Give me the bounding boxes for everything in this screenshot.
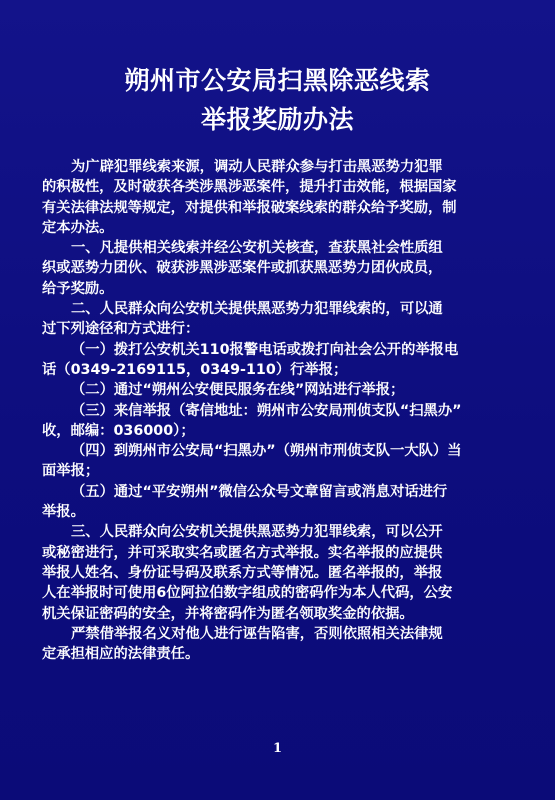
paragraph-line: 有关法律法规等规定，对提供和举报破案线索的群众给予奖励，制 [42, 199, 457, 216]
paragraph-line: 三、人民群众向公安机关提供黑恶势力犯罪线索，可以公开 [71, 524, 443, 541]
paragraph-line: 或秘密进行，并可采取实名或匿名方式举报。实名举报的应提供 [42, 544, 443, 561]
paragraph-line: 收，邮编：036000）； [42, 422, 195, 439]
paragraph-line: 为广辟犯罪线索来源，调动人民群众参与打击黑恶势力犯罪 [71, 159, 443, 175]
paragraph-line: 严禁借举报名义对他人进行诬告陷害，否则依照相关法律规 [71, 625, 443, 642]
paragraph-line: 面举报； [42, 463, 100, 480]
paragraph-line: （一）拨打公安机关110报警电话或拨打向社会公开的举报电 [71, 341, 459, 358]
page-number: 1 [272, 741, 283, 756]
document-title-line-1: 朔州市公安局扫黑除恶线索 [124, 66, 431, 95]
paragraph-line: 织或恶势力团伙、破获涉黑涉恶案件或抓获黑恶势力团伙成员， [42, 260, 443, 277]
paragraph-line: 一、凡提供相关线索并经公安机关核查，查获黑社会性质组 [71, 240, 443, 257]
paragraph-line: （三）来信举报（寄信地址：朔州市公安局刑侦支队“扫黑办” [71, 402, 462, 419]
paragraph-line: 人在举报时可使用6位阿拉伯数字组成的密码作为本人代码，公安 [42, 585, 453, 602]
paragraph-line: （五）通过“平安朔州”微信公众号文章留言或消息对话进行 [71, 483, 448, 500]
paragraph-line: 举报。 [42, 504, 85, 521]
paragraph-line: 过下列途径和方式进行： [42, 321, 200, 338]
paragraph-line: 机关保证密码的安全，并将密码作为匿名领取奖金的依据。 [42, 605, 414, 622]
paragraph-line: 的积极性，及时破获各类涉黑涉恶案件，提升打击效能，根据国家 [42, 179, 457, 196]
document-body [42, 157, 520, 664]
document-title-line-2: 举报奖励办法 [200, 105, 354, 134]
paragraph-line: 举报人姓名、身份证号码及联系方式等情况。匿名举报的，举报 [42, 564, 443, 581]
paragraph-line: （四）到朔州市公安局“扫黑办”（朔州市刑侦支队一大队）当 [71, 443, 462, 460]
paragraph-line: 二、人民群众向公安机关提供黑恶势力犯罪线索的，可以通 [71, 301, 443, 318]
paragraph-line: 定本办法。 [42, 219, 114, 236]
paragraph-line: 给予奖励。 [42, 280, 114, 297]
paragraph-line: 定承担相应的法律责任。 [42, 646, 200, 663]
paragraph-line: （二）通过“朔州公安便民服务在线”网站进行举报； [71, 382, 405, 399]
paragraph-line: 话（0349-2169115，0349-110）行举报； [42, 361, 348, 378]
